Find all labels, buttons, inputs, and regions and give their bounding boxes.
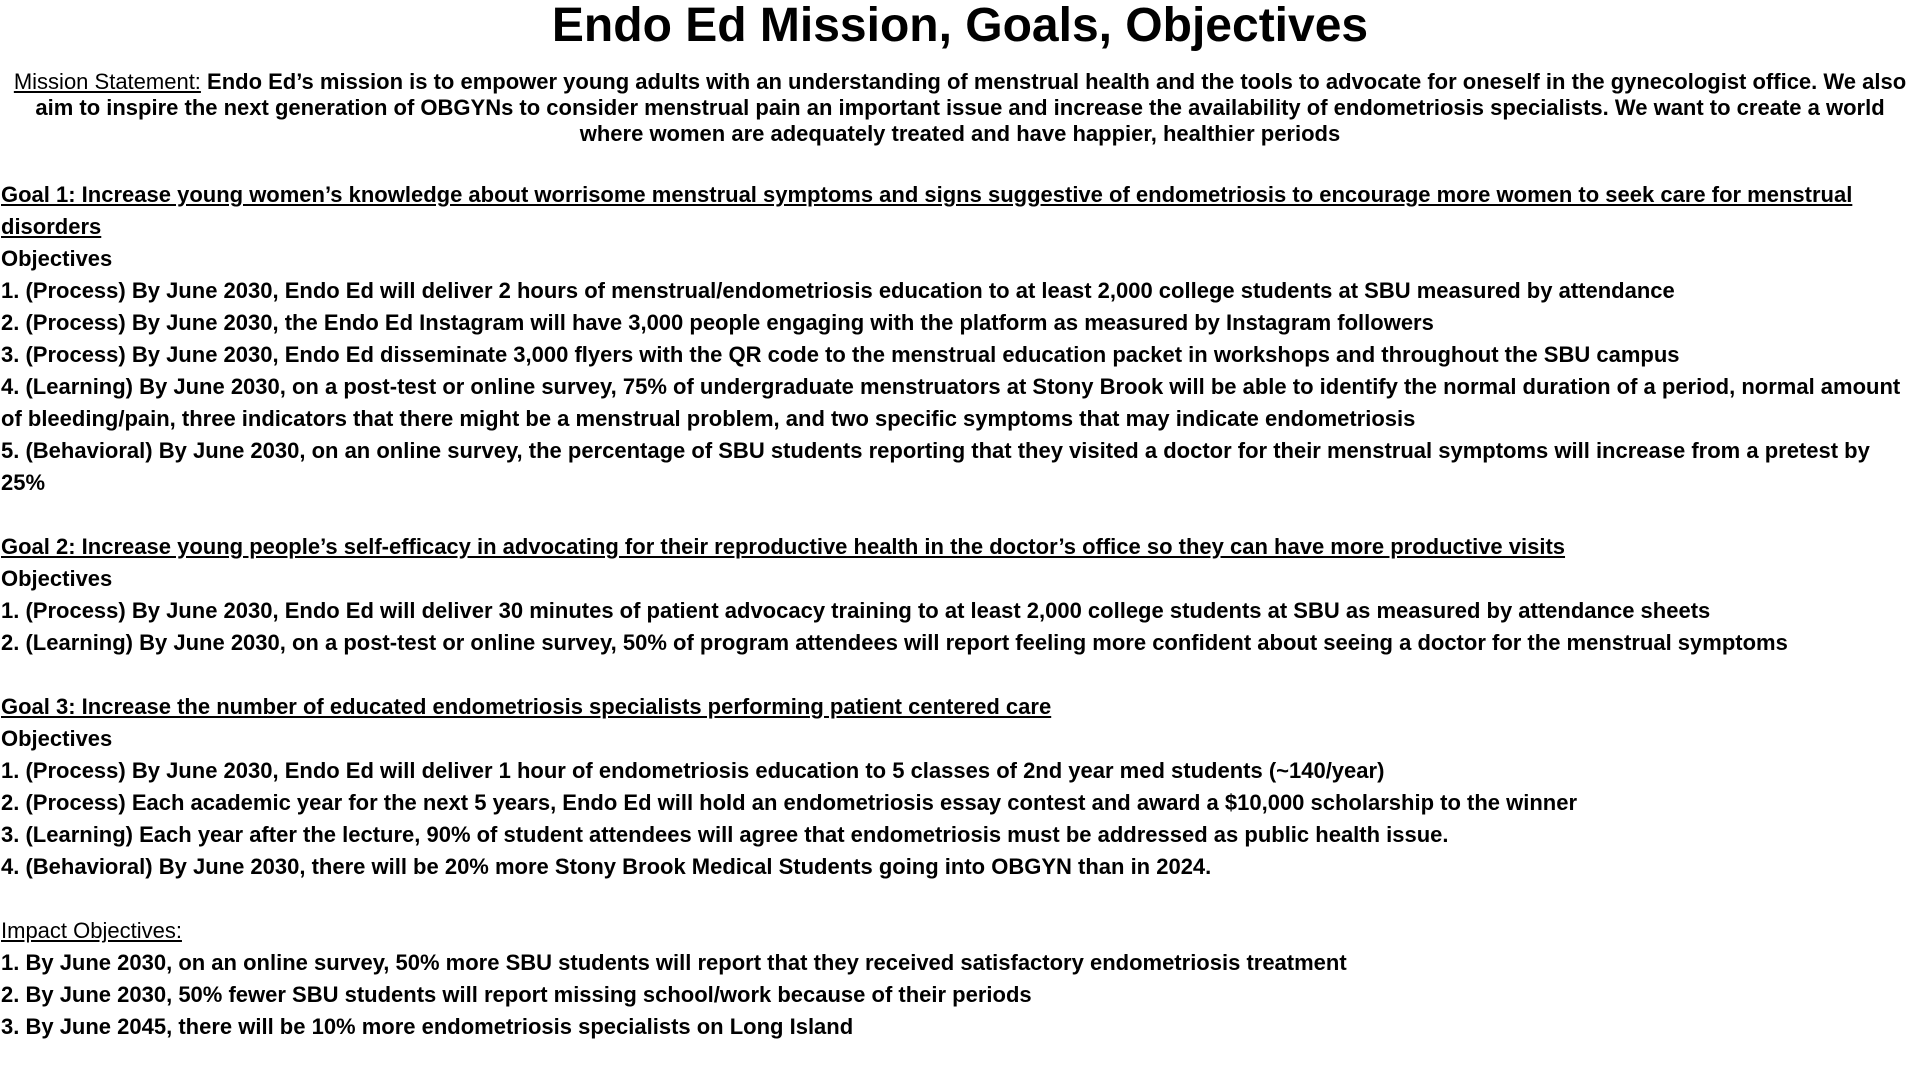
goal-3	[1, 691, 1916, 883]
page-title: Endo Ed Mission, Goals, Objectives	[551, 0, 1369, 52]
mission-text: Endo Ed’s mission is to empower young adults with an understanding of menstrual health and the tools to advocate for oneself in the gynecologist office. We also aim to inspire the next generation of OBGYNs to consider menstrual pain an important issue and increase the availability of endometriosis specialists. We want to create a world where women are adequately treated and have happier, healthier periods	[35, 69, 1907, 146]
goal-heading: Goal 1: Increase young women’s knowledge about worrisome menstrual symptoms and signs suggestive of endometriosis to encourage more women to seek care for menstrual disorders	[1, 182, 1853, 239]
objective-item: 1. (Process) By June 2030, Endo Ed will deliver 30 minutes of patient advocacy training to at least 2,000 college students at SBU as measured by attendance sheets	[1, 598, 1711, 623]
goal-heading: Goal 3: Increase the number of educated endometriosis specialists performing patient centered care	[1, 694, 1052, 719]
objective-item: 4. (Learning) By June 2030, on a post-test or online survey, 75% of undergraduate menstruators at Stony Brook will be able to identify the normal duration of a period, normal amount of bleeding/pain, three indicators that there might be a menstrual problem, and two specific symptoms that may indicate endometriosis	[1, 374, 1901, 431]
mission-label: Mission Statement:	[13, 69, 201, 94]
objectives-label: Objectives	[1, 726, 113, 751]
impact-item: 2. By June 2030, 50% fewer SBU students will report missing school/work because of their periods	[1, 982, 1032, 1007]
goal-heading: Goal 2: Increase young people’s self-efficacy in advocating for their reproductive health in the doctor’s office so they can have more productive visits	[1, 534, 1566, 559]
impact-objectives	[1, 915, 1916, 1043]
objective-item: 2. (Learning) By June 2030, on a post-test or online survey, 50% of program attendees will report feeling more confident about seeing a doctor for the menstrual symptoms	[1, 630, 1788, 655]
goals-section	[0, 147, 1920, 1043]
objectives-label: Objectives	[1, 246, 113, 271]
objective-item: 1. (Process) By June 2030, Endo Ed will deliver 1 hour of endometriosis education to 5 classes of 2nd year med students (~140/year)	[1, 758, 1385, 783]
objective-item: 3. (Learning) Each year after the lecture, 90% of student attendees will agree that endometriosis must be addressed as public health issue.	[1, 822, 1449, 847]
goal-1	[1, 179, 1916, 499]
objective-item: 2. (Process) By June 2030, the Endo Ed Instagram will have 3,000 people engaging with the platform as measured by Instagram followers	[1, 310, 1434, 335]
mission-statement	[0, 69, 1920, 147]
objectives-label: Objectives	[1, 566, 113, 591]
objective-item: 3. (Process) By June 2030, Endo Ed disseminate 3,000 flyers with the QR code to the menstrual education packet in workshops and throughout the SBU campus	[1, 342, 1680, 367]
impact-item: 1. By June 2030, on an online survey, 50% more SBU students will report that they received satisfactory endometriosis treatment	[1, 950, 1347, 975]
goal-2	[1, 531, 1916, 659]
objective-item: 1. (Process) By June 2030, Endo Ed will deliver 2 hours of menstrual/endometriosis education to at least 2,000 college students at SBU measured by attendance	[1, 278, 1675, 303]
objective-item: 5. (Behavioral) By June 2030, on an online survey, the percentage of SBU students reporting that they visited a doctor for their menstrual symptoms will increase from a pretest by 25%	[1, 438, 1870, 495]
objective-item: 2. (Process) Each academic year for the next 5 years, Endo Ed will hold an endometriosis essay contest and award a $10,000 scholarship to the winner	[1, 790, 1578, 815]
impact-heading: Impact Objectives:	[1, 918, 182, 943]
impact-item: 3. By June 2045, there will be 10% more endometriosis specialists on Long Island	[1, 1014, 854, 1039]
objective-item: 4. (Behavioral) By June 2030, there will be 20% more Stony Brook Medical Students going into OBGYN than in 2024.	[1, 854, 1212, 879]
